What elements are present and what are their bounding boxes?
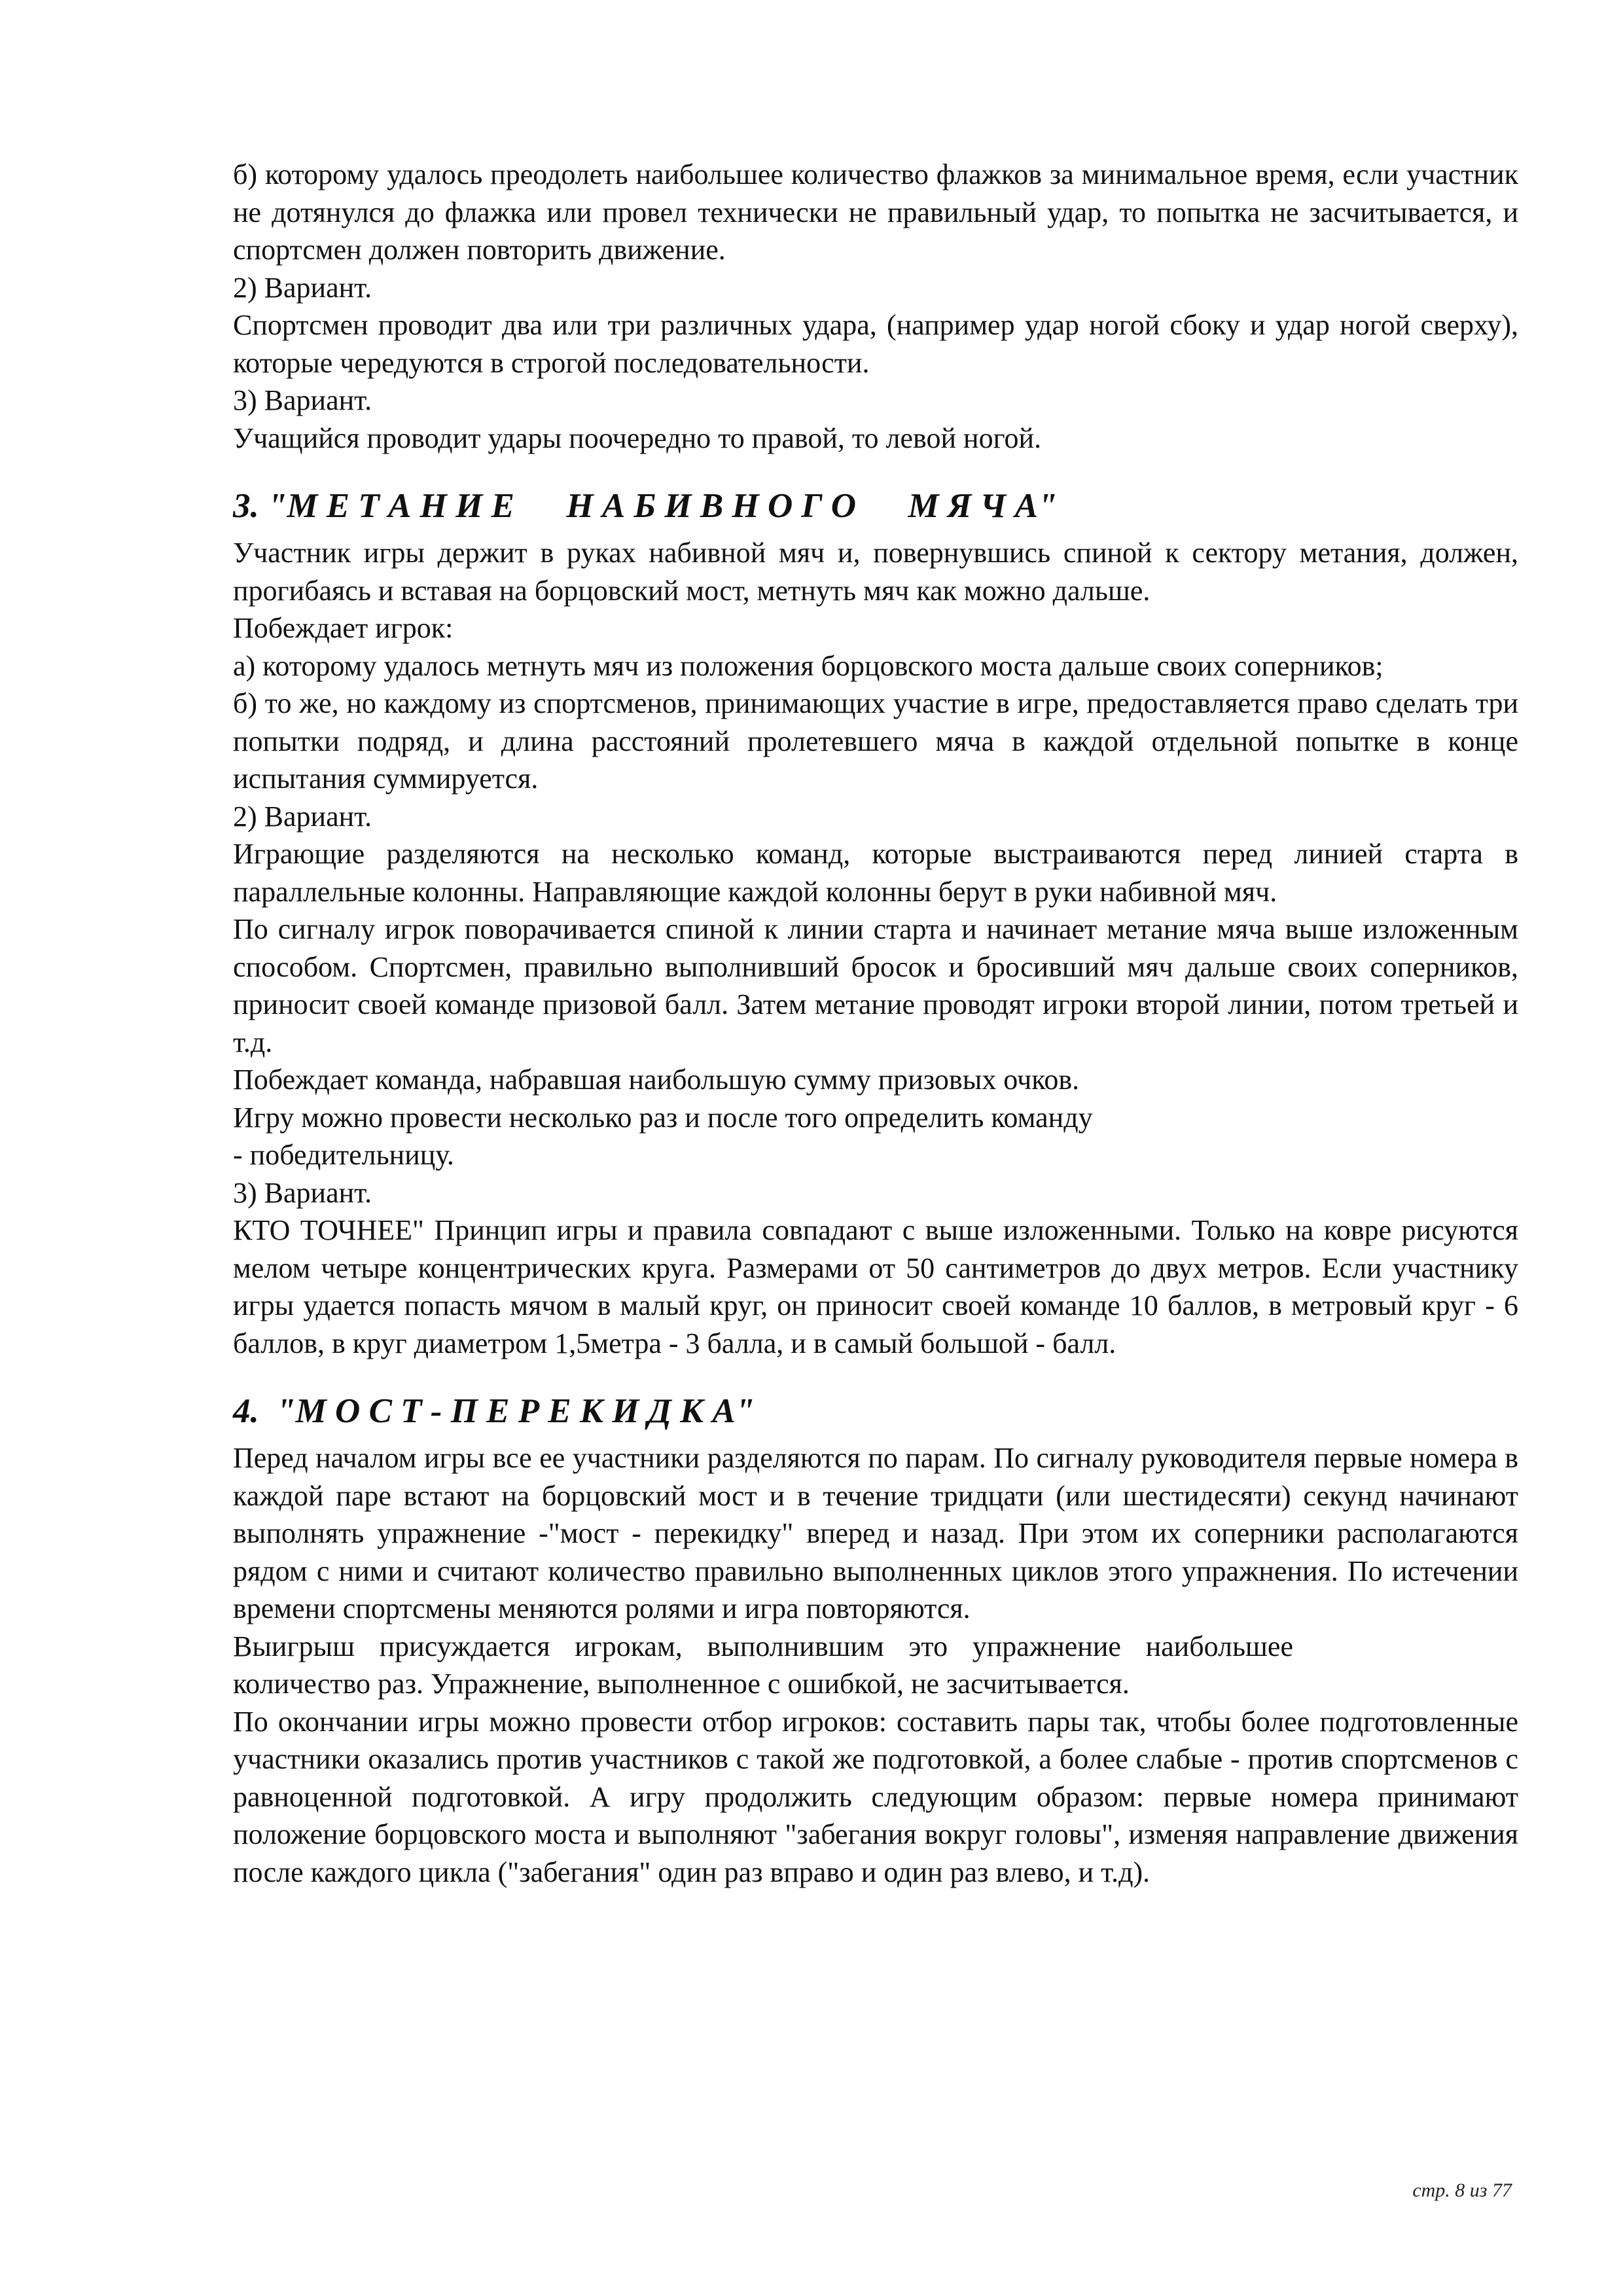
paragraph: Игру можно провести несколько раз и после того определить команду	[233, 1101, 1093, 1134]
paragraph: Участник игры держит в руках набивной мяч и, повернувшись спиной к сектору метания, должен, прогибаясь и вставая на борцовский мост, метнуть мяч как можно дальше.	[233, 537, 1518, 607]
paragraph: Выигрыш присуждается игрокам, выполнившим это упражнение наибольшее количество раз. Упражнение, выполненное с ошибкой, не засчитывается.	[233, 1630, 1293, 1700]
paragraph: Побеждает игрок:	[233, 612, 454, 644]
variant-label: 2) Вариант.	[233, 271, 372, 304]
section-3-heading: 3. "М Е Т А Н И Е Н А Б И В Н О Г О М Я Ч А"	[233, 487, 1058, 525]
paragraph: Играющие разделяются на несколько команд, которые выстраиваются перед линией старта в параллельные колонны. Направляющие каждой колонны берут в руки набивной мяч.	[233, 838, 1518, 908]
paragraph: Спортсмен проводит два или три различных удара, (например удар ногой сбоку и удар ногой сверху), которые чередуются в строгой последовательности.	[233, 309, 1518, 379]
paragraph: Учащийся проводит удары поочередно то правой, то левой ногой.	[233, 422, 1042, 454]
paragraph: б) которому удалось преодолеть наибольшее количество флажков за минимальное время, если участник не дотянулся до флажка или провел технически не правильный удар, то попытка не засчитывается, и спортсмен должен повторить движение.	[233, 158, 1518, 266]
section-4-heading: 4. "М О С Т - П Е Р Е К И Д К А"	[233, 1392, 755, 1430]
variant-label: 2) Вариант.	[233, 800, 372, 833]
paragraph: б) то же, но каждому из спортсменов, принимающих участие в игре, предоставляется право сделать три попытки подряд, и длина расстояний пролетевшего мяча в каждой отдельной попытке в конце испытания суммируется.	[233, 687, 1518, 795]
paragraph: а) которому удалось метнуть мяч из положения борцовского моста дальше своих соперников;	[233, 649, 1383, 682]
paragraph: По сигналу игрок поворачивается спиной к линии старта и начинает метание мяча выше изложенным способом. Спортсмен, правильно выполнивший бросок и бросивший мяч дальше своих соперников, приносит своей команде призовой балл. Затем метание проводят игроки второй линии, потом третьей и т.д.	[233, 913, 1518, 1058]
paragraph: КТО ТОЧНЕЕ" Принцип игры и правила совпадают с выше изложенными. Только на ковре рисуются мелом четыре концентрических круга. Размерами от 50 сантиметров до двух метров. Если участнику игры удается попасть мячом в малый круг, он приносит своей команде 10 баллов, в метровый круг - 6 баллов, в круг диаметром 1,5метра - 3 балла, и в самый большой - балл.	[233, 1214, 1518, 1359]
paragraph: Побеждает команда, набравшая наибольшую сумму призовых очков.	[233, 1064, 1080, 1096]
variant-label: 3) Вариант.	[233, 1176, 372, 1209]
paragraph: - победительницу.	[233, 1139, 454, 1171]
paragraph: Перед началом игры все ее участники разделяются по парам. По сигналу руководителя первые номера в каждой паре встают на борцовский мост и в течение тридцати (или шестидесяти) секунд начинают выполнять упражнение -"мост - перекидку" вперед и назад. При этом их соперники располагаются рядом с ними и считают количество правильно выполненных циклов этого упражнения. По истечении времени спортсмены меняются ролями и игра повторяются.	[233, 1442, 1518, 1624]
paragraph: По окончании игры можно провести отбор игроков: составить пары так, чтобы более подготовленные участники оказались против участников с такой же подготовкой, а более слабые - против спортсменов с равноценной подготовкой. А игру продолжить следующим образом: первые номера принимают положение борцовского моста и выполняют "забегания вокруг головы", изменяя направление движения после каждого цикла ("забегания" один раз вправо и один раз влево, и т.д).	[233, 1705, 1518, 1888]
variant-label: 3) Вариант.	[233, 384, 372, 416]
page-number: стр. 8 из 77	[1412, 2179, 1512, 2201]
document-page	[233, 156, 1518, 1891]
